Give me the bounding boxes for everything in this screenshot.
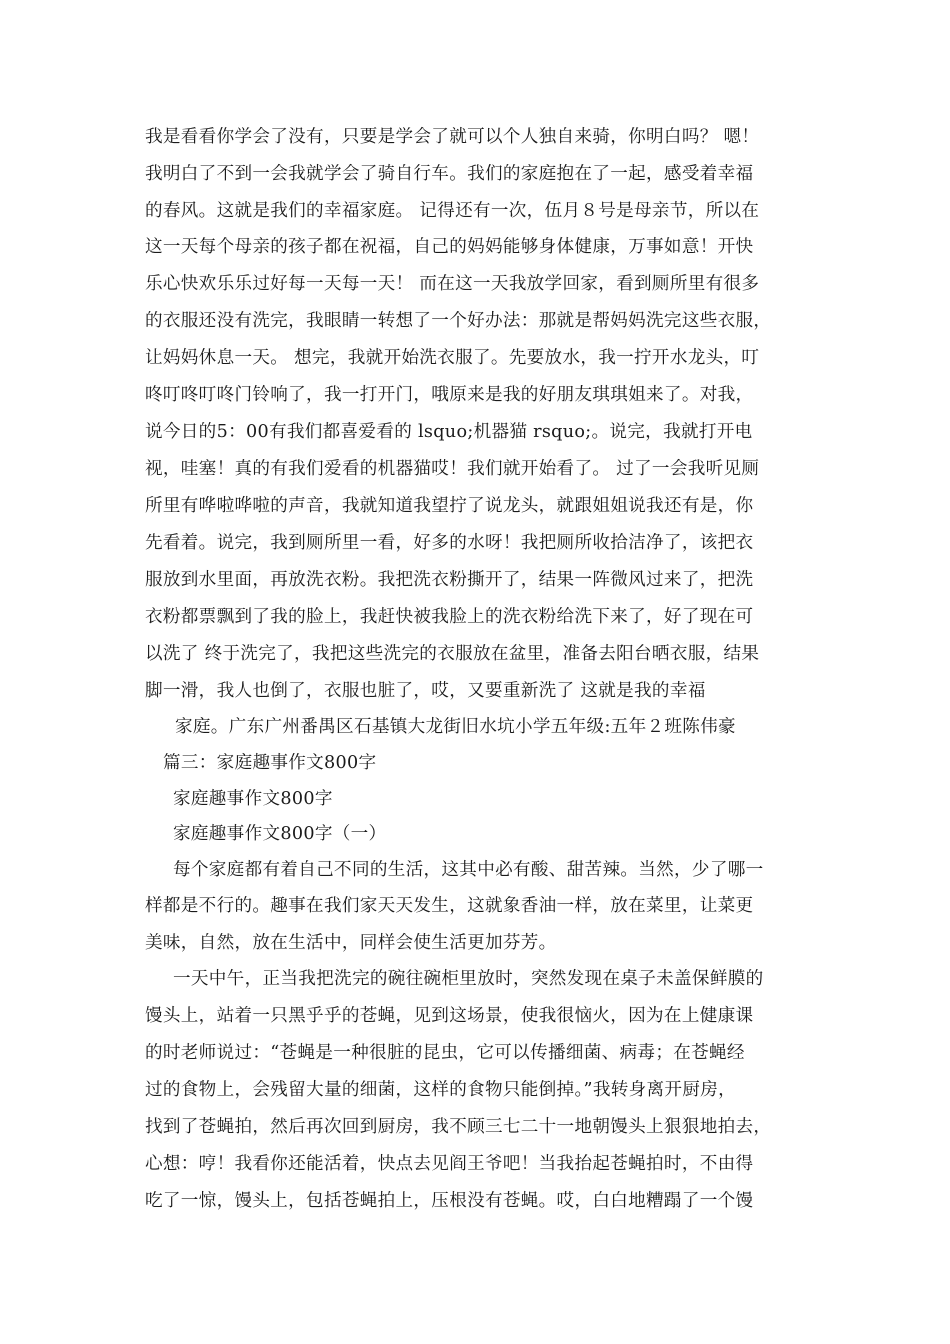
text-line: 先看着。说完，我到厕所里一看，好多的水呀！我把厕所收拾洁净了，该把衣 <box>145 533 754 553</box>
section-heading: 篇三：家庭趣事作文800字 <box>163 753 377 773</box>
text-line: 说今日的5：00有我们都喜爱看的 lsquo;机器猫 rsquo;。说完，我就打开电 <box>145 422 753 442</box>
text-line: 衣粉都票飘到了我的脸上，我赶快被我脸上的洗衣粉给洗下来了，好了现在可 <box>145 607 754 627</box>
text-line: 所里有哗啦哗啦的声音，我就知道我望拧了说龙头，就跟姐姐说我还有是，你 <box>145 496 754 516</box>
text-line: 的春风。这就是我们的幸福家庭。 记得还有一次，伍月８号是母亲节，所以在 <box>145 201 760 221</box>
text-line: 心想：哼！我看你还能活着，快点去见阎王爷吧！当我抬起苍蝇拍时，不由得 <box>145 1154 754 1174</box>
text-line: 的时老师说过：“苍蝇是一种很脏的昆虫，它可以传播细菌、病毒；在苍蝇经 <box>145 1043 745 1063</box>
text-line: 这一天每个母亲的孩子都在祝福，自己的妈妈能够身体健康，万事如意！开快 <box>145 237 754 257</box>
text-line: 过的食物上，会残留大量的细菌，这样的食物只能倒掉。”我转身离开厨房， <box>145 1080 736 1100</box>
text-line: 馒头上，站着一只黑乎乎的苍蝇，见到这场景，使我很恼火，因为在上健康课 <box>145 1006 754 1026</box>
text-line: 咚叮咚叮咚门铃响了，我一打开门，哦原来是我的好朋友琪琪姐来了。对我， <box>145 385 754 405</box>
text-line: 乐心快欢乐乐过好每一天每一天！ 而在这一天我放学回家，看到厕所里有很多 <box>145 274 760 294</box>
text-line: 一天中午，正当我把洗完的碗往碗柜里放时，突然发现在桌子未盖保鲜膜的 <box>173 969 764 989</box>
text-line: 吃了一惊，馒头上，包括苍蝇拍上，压根没有苍蝇。哎，白白地糟蹋了一个馒 <box>145 1191 754 1211</box>
text-line: 找到了苍蝇拍，然后再次回到厨房，我不顾三七二十一地朝馒头上狠狠地拍去， <box>145 1117 772 1137</box>
text-line: 的衣服还没有洗完，我眼睛一转想了一个好办法：那就是帮妈妈洗完这些衣服， <box>145 311 772 331</box>
text-line: 我明白了不到一会我就学会了骑自行车。我们的家庭抱在了一起，感受着幸福 <box>145 164 754 184</box>
text-line: 视，哇塞！真的有我们爱看的机器猫哎！我们就开始看了。 过了一会我听见厕 <box>145 459 760 479</box>
text-line: 脚一滑，我人也倒了，衣服也脏了，哎，又要重新洗了 这就是我的幸福 <box>145 681 706 701</box>
text-line: 每个家庭都有着自己不同的生活，这其中必有酸、甜苦辣。当然，少了哪一 <box>173 860 764 880</box>
text-line: 样都是不行的。趣事在我们家天天发生，这就象香油一样，放在菜里，让菜更 <box>145 896 754 916</box>
text-line: 服放到水里面，再放洗衣粉。我把洗衣粉撕开了，结果一阵微风过来了，把洗 <box>145 570 754 590</box>
text-line: 我是看看你学会了没有，只要是学会了就可以个人独自来骑，你明白吗？ 嗯！ <box>145 127 760 147</box>
text-line: 让妈妈休息一天。 想完，我就开始洗衣服了。先要放水，我一拧开水龙头，叮 <box>145 348 760 368</box>
article-title: 家庭趣事作文800字 <box>173 789 333 809</box>
article-subtitle: 家庭趣事作文800字（一） <box>173 824 387 844</box>
text-line: 家庭。广东广州番禺区石基镇大龙街旧水坑小学五年级:五年２班陈伟豪 <box>175 717 736 737</box>
text-line: 以洗了 终于洗完了，我把这些洗完的衣服放在盆里，准备去阳台晒衣服，结果 <box>145 644 760 664</box>
text-line: 美味，自然，放在生活中，同样会使生活更加芬芳。 <box>145 933 557 953</box>
